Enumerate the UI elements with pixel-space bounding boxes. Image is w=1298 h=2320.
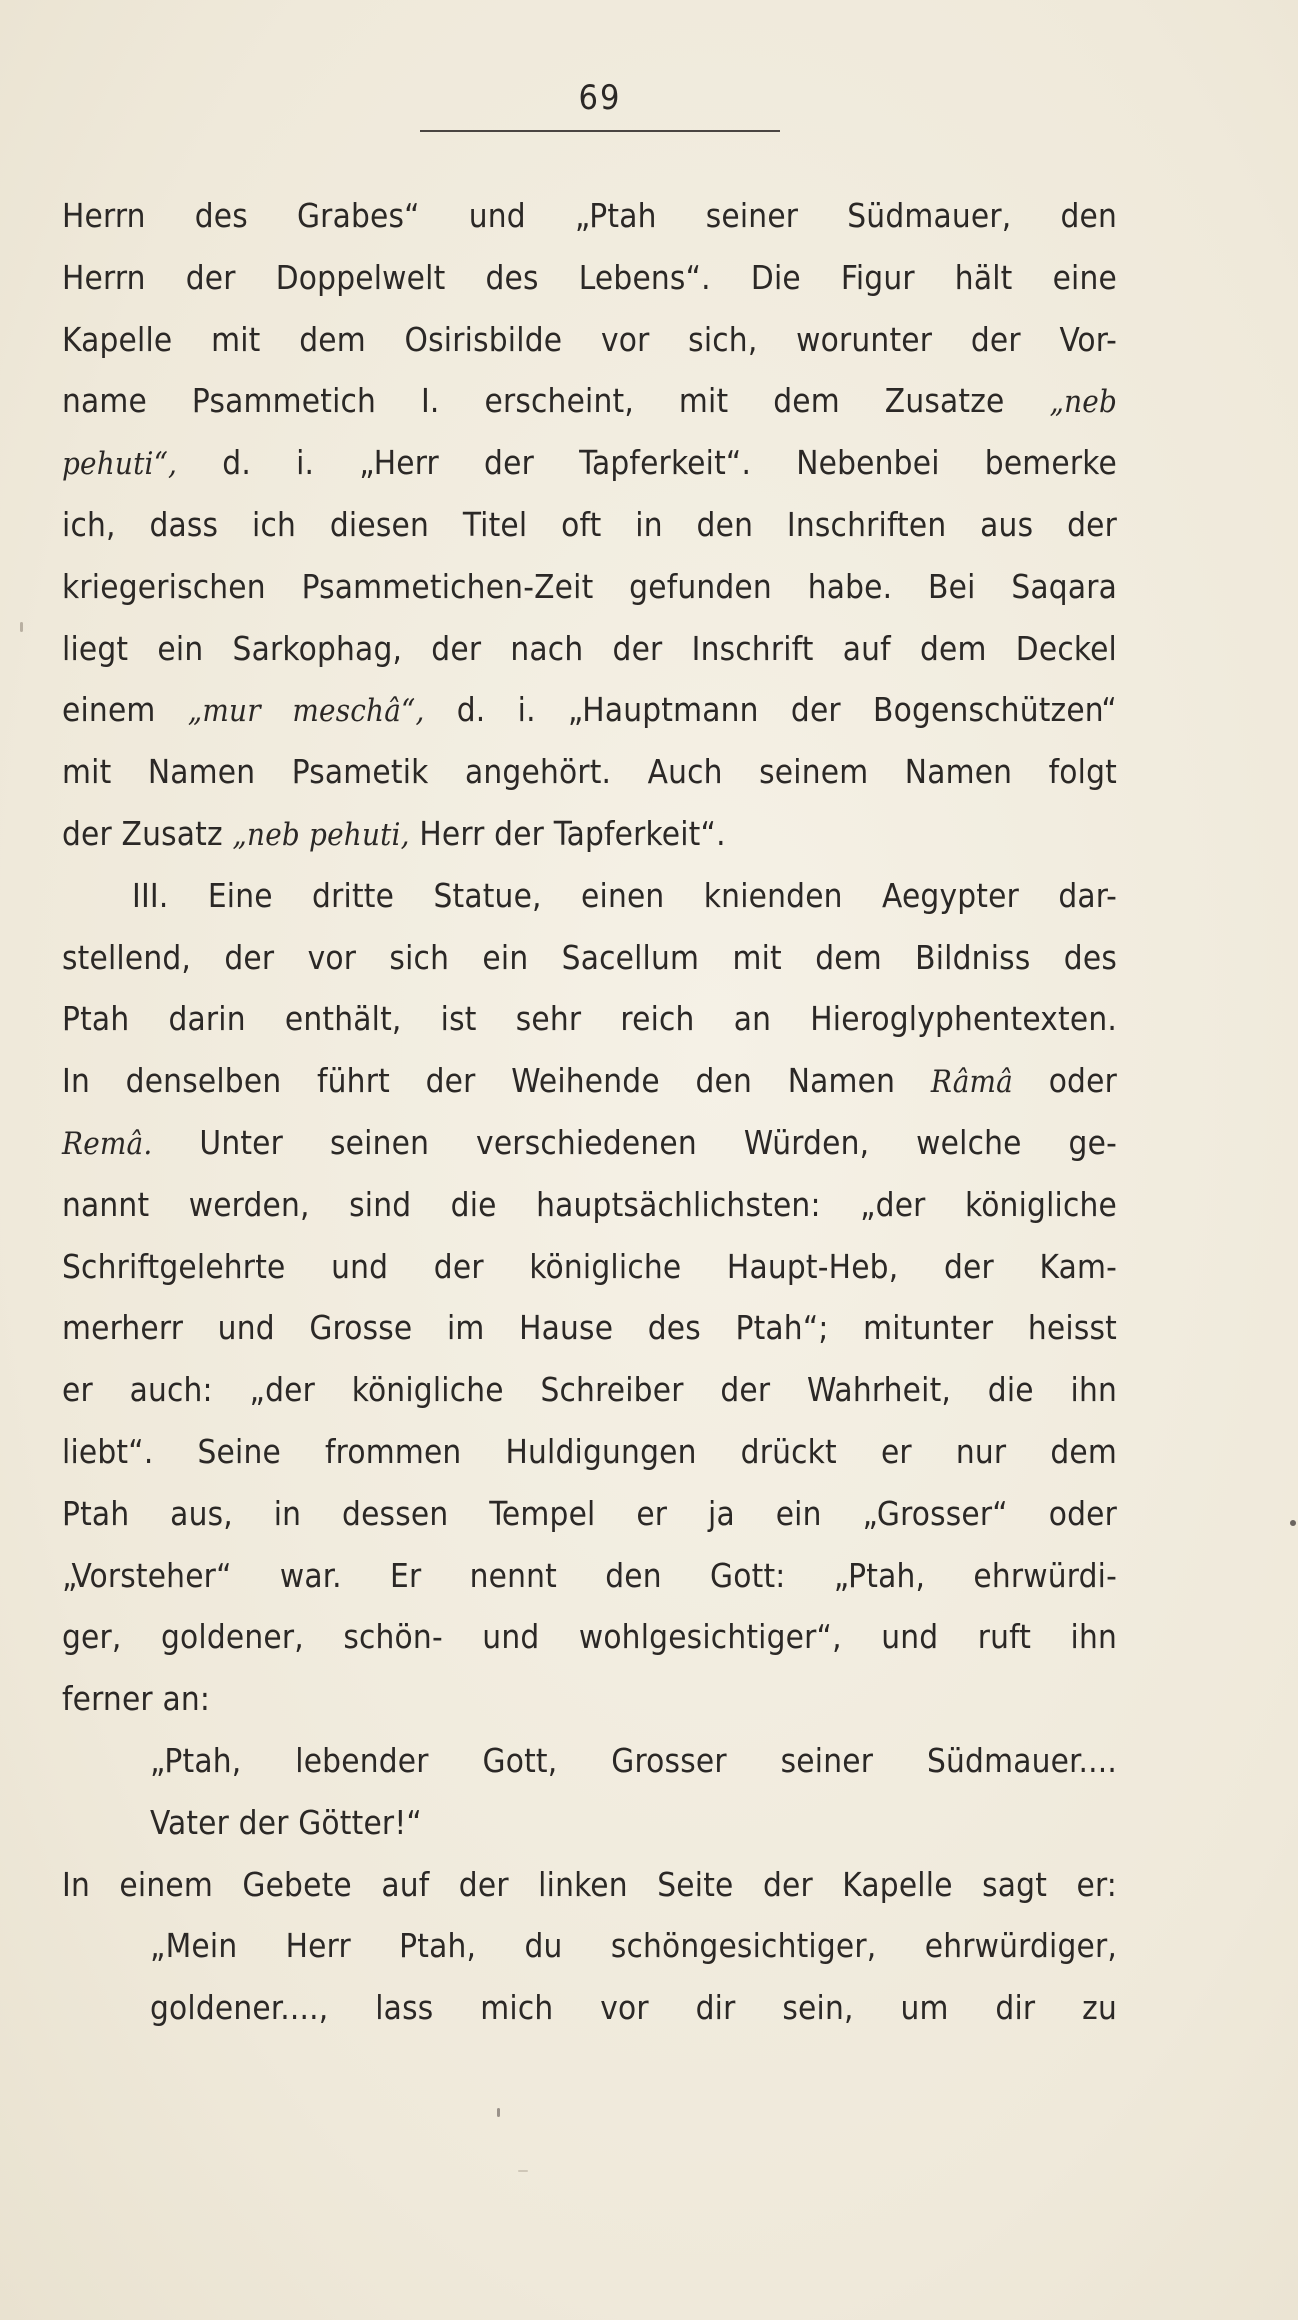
- text-line: Vater der Götter!“: [150, 1802, 422, 1842]
- text-segment: einem: [62, 690, 188, 730]
- text-line: Herrn des Grabes“ und „Ptah seiner Südmauer, den: [62, 196, 1117, 235]
- text-line: [62, 432, 1117, 494]
- text-segment: In denselben führt der Weihende den Namen: [62, 1061, 931, 1101]
- text-segment: Herr der Tapferkeit“.: [409, 813, 726, 853]
- italic-term: „neb: [1049, 384, 1117, 421]
- paper-speck: [20, 622, 23, 632]
- text-line: In einem Gebete auf der linken Seite der Kapelle sagt er:: [62, 1864, 1117, 1904]
- text-segment: der Zusatz: [62, 813, 233, 853]
- text-line: Kapelle mit dem Osirisbilde vor sich, worunter der Vor-: [62, 319, 1117, 359]
- text-line: ich, dass ich diesen Titel oft in den Inschriften aus der: [62, 504, 1117, 544]
- text-line: Herrn der Doppelwelt des Lebens“. Die Figur hält eine: [62, 257, 1117, 297]
- paper-speck: [497, 2108, 500, 2117]
- text-line: „Ptah, lebender Gott, Grosser seiner Südmauer....: [150, 1740, 1117, 1780]
- text-line: kriegerischen Psammetichen-Zeit gefunden habe. Bei Saqara: [62, 566, 1117, 606]
- italic-term: Râmâ: [930, 1064, 1014, 1101]
- text-line: Ptah aus, in dessen Tempel er ja ein „Grosser“ oder: [62, 1493, 1117, 1533]
- page-number: 69: [578, 78, 622, 118]
- text-line: ger, goldener, schön- und wohlgesichtiger“, und ruft ihn: [62, 1617, 1117, 1657]
- text-line: mit Namen Psametik angehört. Auch seinem Namen folgt: [62, 752, 1117, 792]
- text-line: goldener...., lass mich vor dir sein, um dir zu: [150, 1988, 1117, 2028]
- text-line: Ptah darin enthält, ist sehr reich an Hieroglyphentexten.: [62, 999, 1117, 1039]
- text-segment: d. i. „Hauptmann der Bogenschützen“: [424, 690, 1118, 730]
- italic-term: Remâ.: [62, 1125, 153, 1162]
- text-line: [62, 803, 1117, 865]
- paper-speck: [518, 2170, 528, 2172]
- text-line: liegt ein Sarkophag, der nach der Inschrift auf dem Deckel: [62, 628, 1117, 668]
- italic-term: „neb pehuti,: [232, 816, 410, 853]
- text-line: [62, 370, 1117, 432]
- text-line: nannt werden, sind die hauptsächlichsten: „der königliche: [62, 1184, 1117, 1224]
- header-rule: [420, 130, 780, 132]
- paper-speck: [1290, 1520, 1296, 1526]
- text-line: stellend, der vor sich ein Sacellum mit dem Bildniss des: [62, 937, 1117, 977]
- text-line: ferner an:: [62, 1679, 211, 1719]
- text-line: merherr und Grosse im Hause des Ptah“; mitunter heisst: [62, 1308, 1117, 1348]
- text-line: [62, 1050, 1117, 1112]
- text-segment: Unter seinen verschiedenen Würden, welche ge-: [152, 1122, 1117, 1162]
- text-line: „Mein Herr Ptah, du schöngesichtiger, ehrwürdiger,: [150, 1926, 1117, 1966]
- text-line: „Vorsteher“ war. Er nennt den Gott: „Ptah, ehrwürdi-: [62, 1555, 1117, 1595]
- italic-term: pehuti“,: [62, 446, 178, 483]
- text-line: [62, 1112, 1117, 1174]
- text-line: [62, 679, 1117, 741]
- text-segment: oder: [1013, 1061, 1117, 1101]
- text-line: Schriftgelehrte und der königliche Haupt-Heb, der Kam-: [62, 1246, 1117, 1286]
- text-line: III. Eine dritte Statue, einen knienden Aegypter dar-: [132, 875, 1117, 915]
- text-segment: d. i. „Herr der Tapferkeit“. Nebenbei bemerke: [177, 443, 1117, 483]
- italic-term: „mur meschâ“,: [187, 693, 425, 730]
- body-text: [62, 185, 1117, 2039]
- text-line: liebt“. Seine frommen Huldigungen drückt er nur dem: [62, 1431, 1117, 1471]
- text-segment: name Psammetich I. erscheint, mit dem Zusatze: [62, 381, 1050, 421]
- text-line: er auch: „der königliche Schreiber der Wahrheit, die ihn: [62, 1370, 1117, 1410]
